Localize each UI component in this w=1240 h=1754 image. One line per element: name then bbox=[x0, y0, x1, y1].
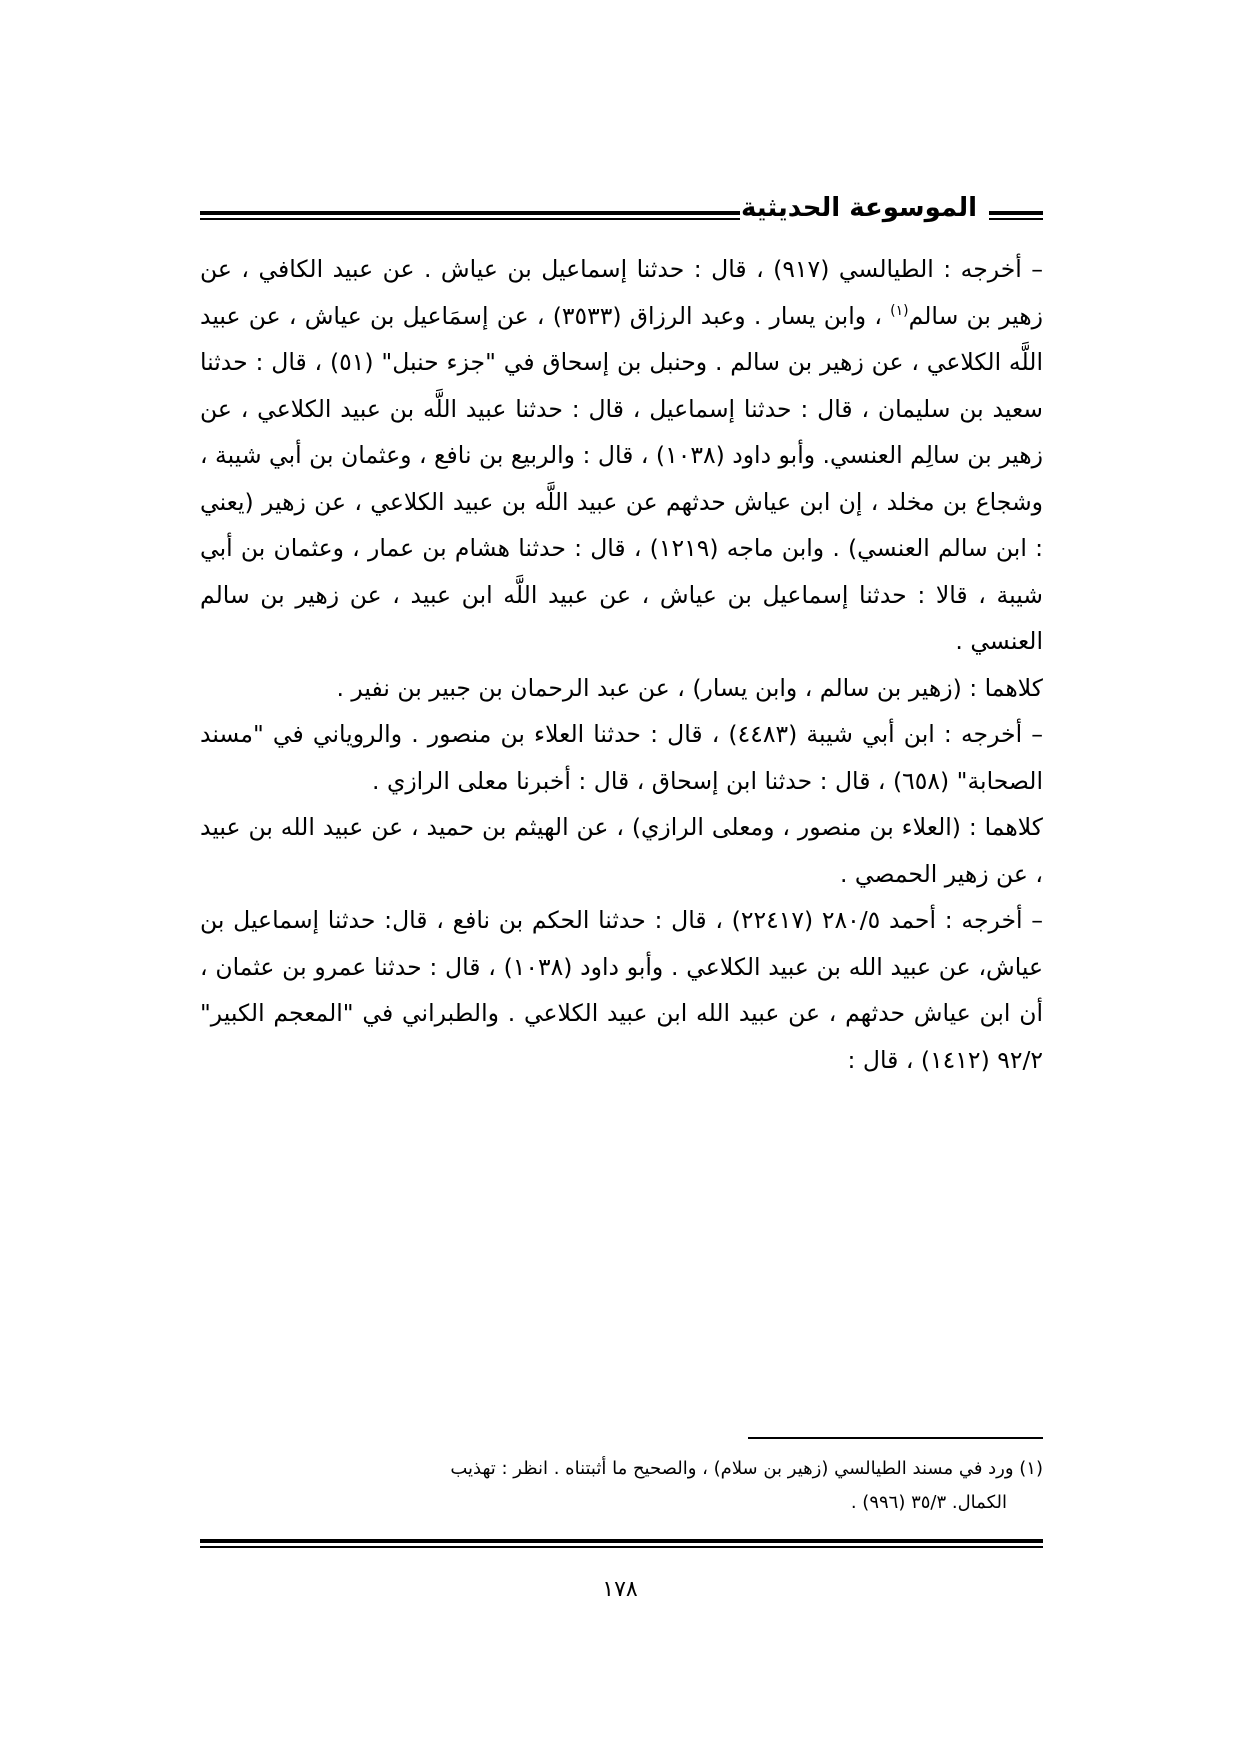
running-header bbox=[200, 190, 1043, 226]
header-rule-right bbox=[989, 211, 1043, 220]
paragraph-takhrij-1 bbox=[200, 246, 1043, 665]
paragraph-takhrij-2: – أخرجه : ابن أبي شيبة (٤٤٨٣) ، قال : حدثنا العلاء بن منصور . والروياني في "مسند الصحابة" (٦٥٨) ، قال : حدثنا ابن إسحاق ، قال : أخبرنا معلى الرازي . bbox=[200, 720, 1043, 795]
footnote-divider bbox=[748, 1437, 1043, 1439]
footnote bbox=[200, 1452, 1043, 1520]
paragraph-text: – أخرجه : الطيالسي (٩١٧) ، قال : حدثنا إسماعيل بن عياش . عن عبيد الكافي ، عن زهير بن سالم bbox=[200, 255, 1044, 330]
page-number: ١٧٨ bbox=[602, 1577, 638, 1602]
main-text bbox=[200, 246, 1043, 1083]
footer-rule bbox=[200, 1539, 1043, 1548]
paragraph-text: ، وابن يسار . وعبد الرزاق (٣٥٣٣) ، عن إسمَاعيل بن عياش ، عن عبيد اللَّه الكلاعي ، عن زهير بن سالم . وحنبل بن إسحاق في "جزء حنبل" (٥١) ، قال : حدثنا سعيد بن سليمان ، قال : حدثنا إسماعيل ، قال : حدثنا عبيد اللَّه بن عبيد الكلاعي ، عن زهير بن سالِم العنسي. وأبو داود (١٠٣٨) ، قال : والربيع بن نافع ، وعثمان بن أبي شيبة ، وشجاع بن مخلد ، إن ابن عياش حدثهم عن عبيد اللَّه بن عبيد الكلاعي ، عن زهير (يعني : ابن سالم العنسي) . وابن ماجه (١٢١٩) ، قال : حدثنا هشام بن عمار ، وعثمان بن أبي شيبة ، قالا : حدثنا إسماعيل بن عياش ، عن عبيد اللَّه ابن عبيد ، عن زهير بن سالم العنسي . bbox=[200, 301, 1043, 655]
header-rule-left bbox=[200, 211, 740, 220]
footnote-line-1: (١) ورد في مسند الطيالسي (زهير بن سلام) ، والصحيح ما أثبتناه . انظر : تهذيب bbox=[450, 1458, 1043, 1479]
footnote-ref-1: (١) bbox=[890, 302, 909, 319]
paragraph-takhrij-3: – أخرجه : أحمد ٢٨٠/٥ (٢٢٤١٧) ، قال : حدثنا الحكم بن نافع ، قال: حدثنا إسماعيل بن عياش، عن عبيد الله بن عبيد الكلاعي . وأبو داود (١٠٣٨) ، قال : حدثنا عمرو بن عثمان ، أن ابن عياش حدثهم ، عن عبيد الله ابن عبيد الكلاعي . والطبراني في "المعجم الكبير" ٩٢/٢ (١٤١٢) ، قال : bbox=[200, 906, 1043, 1074]
footnote-line-2: الكمال. ٣٥/٣ (٩٩٦) . bbox=[850, 1492, 1007, 1513]
paragraph-both-2: كلاهما : (العلاء بن منصور ، ومعلى الرازي) ، عن الهيثم بن حميد ، عن عبيد الله بن عبيد ، عن زهير الحمصي . bbox=[200, 813, 1043, 888]
running-header-title: الموسوعة الحديثية bbox=[740, 193, 977, 223]
paragraph-both-1: كلاهما : (زهير بن سالم ، وابن يسار) ، عن عبد الرحمان بن جبير بن نفير . bbox=[336, 673, 1043, 702]
